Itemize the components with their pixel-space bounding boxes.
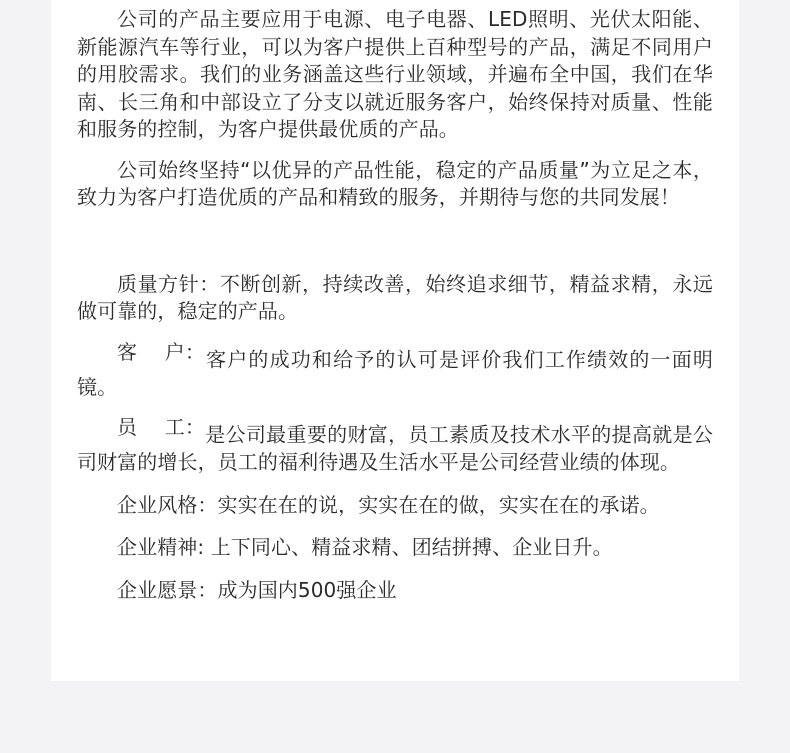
style-paragraph (77, 492, 713, 520)
spirit-paragraph (77, 534, 713, 562)
quality-policy-label: 质量方针： (117, 271, 220, 296)
customer-label: 客 户： (117, 339, 205, 364)
vision-label: 企业愿景： (117, 577, 218, 602)
style-label: 企业风格： (117, 492, 218, 517)
employee-text: 是公司最重要的财富，员工素质及技术水平的提高就是公司财富的增长，员工的福利待遇及生活水平是公司经营业绩的体现。 (77, 422, 713, 474)
vision-text: 成为国内500强企业 (217, 577, 397, 602)
intro-paragraph-2: 公司始终坚持“以优异的产品性能，稳定的产品质量”为立足之本，致力为客户打造优质的产品和精致的服务，并期待与您的共同发展！ (77, 157, 713, 209)
content-card (51, 0, 739, 681)
employee-label: 员 工： (117, 415, 205, 439)
style-text: 实实在在的说，实实在在的做，实实在在的承诺。 (217, 492, 660, 517)
intro-paragraph-1: 公司的产品主要应用于电源、电子电器、LED照明、光伏太阳能、新能源汽车等行业，可以为客户提供上百种型号的产品，满足不同用户的用胶需求。我们的业务涵盖这些行业领域，并遍布全中国，我们在华南、长三角和中部设立了分支以就近服务客户，始终保持对质量、性能和服务的控制，为客户提供最优质的产品。 (77, 7, 713, 141)
customer-paragraph (77, 339, 713, 402)
customer-text: 客户的成功和给予的认可是评价我们工作绩效的一面明镜。 (77, 347, 713, 399)
spirit-text: 上下同心、精益求精、团结拼搏、企业日升。 (210, 535, 613, 559)
employee-paragraph (77, 414, 713, 477)
vision-paragraph (77, 577, 713, 605)
quality-policy-paragraph (77, 271, 713, 326)
spirit-label: 企业精神: (117, 535, 211, 559)
quality-policy-text: 不断创新，持续改善，始终追求细节，精益求精，永远做可靠的，稳定的产品。 (77, 271, 713, 323)
article-body (77, 6, 713, 604)
